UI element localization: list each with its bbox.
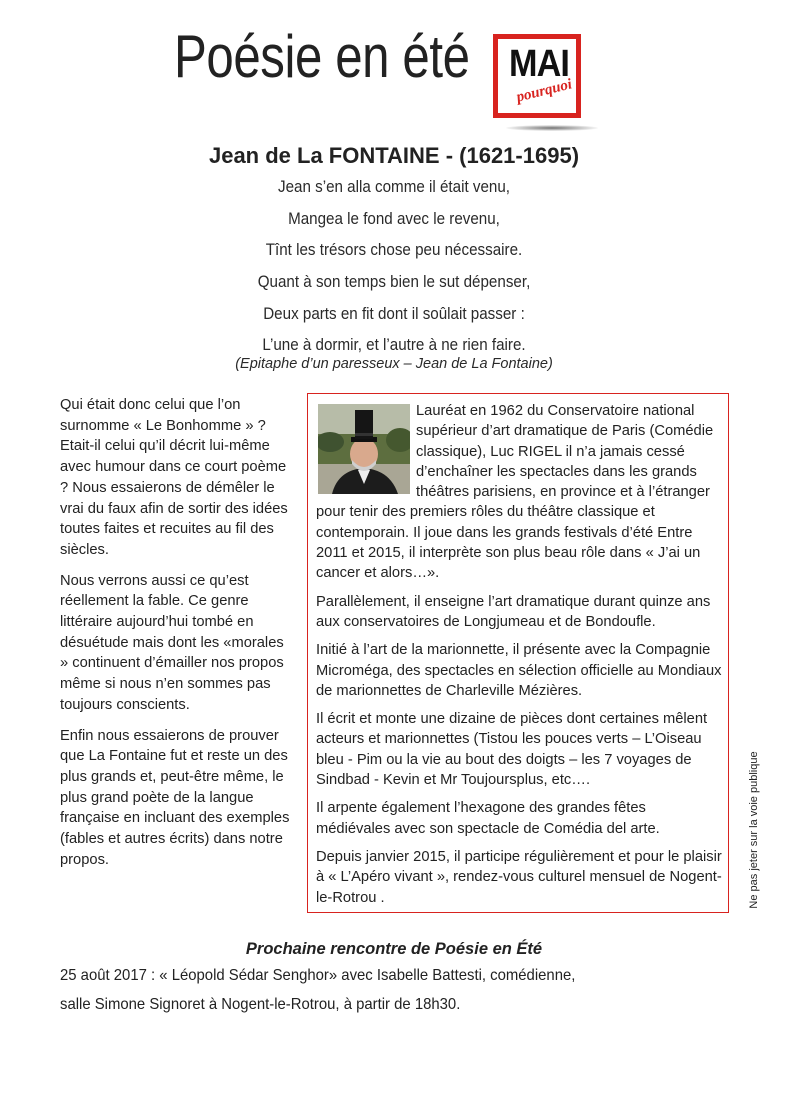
poem-line: Jean s’en alla comme il était venu, <box>277 178 511 196</box>
poem <box>0 174 788 364</box>
poem-line: Deux parts en fit dont il soûlait passer : <box>263 304 525 323</box>
intro-column <box>60 395 290 880</box>
mai-pourquoi-logo <box>493 34 581 118</box>
poet-heading: Jean de La FONTAINE - (1621-1695) <box>208 143 580 168</box>
bio-paragraph: Depuis janvier 2015, il participe régulièrement et pour le plaisir à « L’Apéro vivant », rendez-vous culturel mensuel de Nogent-le-Rotrou . <box>316 848 722 906</box>
actor-photo <box>318 404 410 494</box>
side-note: Ne pas jeter sur la voie publique <box>748 751 760 909</box>
bio-paragraph: Lauréat en 1962 du Conservatoire national supérieur d’art dramatique de Paris (Comédie classique), Luc RIGEL il n’a jamais cessé d’enchaîner les spectacles dans les grands théâtres parisiens, en province et à l’étranger pour tenir des premiers rôles du théâtre classique et contemporain. Il joue dans les grands festivals d’été Entre 2011 et 2015, il interprète son plus beau rôle dans « J’ai un cancer et alors…». <box>316 403 714 582</box>
poem-line: Tînt les trésors chose peu nécessaire. <box>265 241 523 260</box>
logo-subtitle: pourquoi <box>514 76 574 106</box>
poem-line: Mangea le fond avec le revenu, <box>288 209 500 228</box>
poem-credit: (Epitaphe d’un paresseux – Jean de La Fontaine) <box>235 356 553 372</box>
bio-paragraph: Il écrit et monte une dizaine de pièces dont certaines mêlent acteurs et marionnettes (Tistou les pouces verts – L’Oiseau bleu - Pim ou la vie au bout des doigts – les 7 voyages de Sindbad - Kevin et Mr Toujoursplus, etc…. <box>316 711 708 789</box>
intro-paragraph: Nous verrons aussi ce qu’est réellement la fable. Ce genre littéraire aujourd’hui tombé en désuétude mais dont les «morales » continuent d’émailler nos propos même si nous n’en sommes pas toujours conscients. <box>60 572 284 713</box>
actor-portrait-image <box>318 404 410 494</box>
poem-line: Quant à son temps bien le sut dépenser, <box>257 273 531 292</box>
next-event-line: 25 août 2017 : « Léopold Sédar Senghor» avec Isabelle Battesti, comédienne, <box>60 967 576 984</box>
intro-paragraph: Enfin nous essaierons de prouver que La Fontaine fut et reste un des plus grands et, peut-être même, le plus grand poète de la langue française en incluant des exemples (fables et autres écrits) dans notre propos. <box>60 727 290 868</box>
page-title: Poésie en été <box>174 23 470 90</box>
bio-paragraph: Parallèlement, il enseigne l’art dramatique durant quinze ans aux conservatoires de Longjumeau et de Bondoufle. <box>316 593 711 630</box>
logo-word: MAI <box>509 43 569 85</box>
bio-paragraph: Il arpente également l’hexagone des grandes fêtes médiévales avec son spectacle de Comédia del arte. <box>316 800 660 837</box>
poem-line: L’une à dormir, et l’autre à ne rien faire. <box>262 336 526 355</box>
logo-shadow <box>506 125 598 131</box>
bio-paragraph: Initié à l’art de la marionnette, il présente avec la Compagnie Microméga, des spectacles en sélection officielle au Mondiaux de marionnettes de Charleville Mézières. <box>316 642 722 699</box>
intro-paragraph: Qui était donc celui que l’on surnomme « Le Bonhomme » ? Etait-il celui qu’il décrit lui-même avec humour dans ce court poème ? Nous essaierons de démêler le vrai du faux afin de sortir des idées toutes faites et recuites au fil des siècles. <box>60 397 288 558</box>
biography-box <box>307 393 729 913</box>
next-event-line: salle Simone Signoret à Nogent-le-Rotrou, à partir de 18h30. <box>60 996 461 1013</box>
next-event-heading: Prochaine rencontre de Poésie en Été <box>245 940 543 958</box>
